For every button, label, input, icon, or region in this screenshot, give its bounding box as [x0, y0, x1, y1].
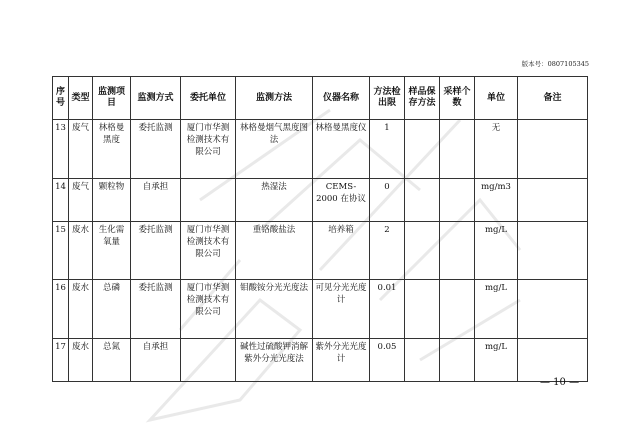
- header-item: 监测项目: [93, 77, 131, 120]
- header-instrument: 仪器名称: [313, 77, 370, 120]
- cell-preserve: [405, 339, 440, 382]
- cell-method: 热湿法: [236, 179, 313, 222]
- page-number: — 10 —: [540, 377, 580, 388]
- cell-instrument: 可见分光光度计: [313, 280, 370, 339]
- header-seq: 序号: [53, 77, 69, 120]
- cell-unit: mg/L: [475, 280, 518, 339]
- cell-type: 废气: [69, 179, 93, 222]
- cell-limit: 2: [370, 222, 405, 280]
- cell-item: 林格曼黑度: [93, 120, 131, 179]
- cell-item: 生化需氧量: [93, 222, 131, 280]
- header-unit: 单位: [475, 77, 518, 120]
- cell-method: 碱性过硫酸钾消解紫外分光光度法: [236, 339, 313, 382]
- cell-seq: 17: [53, 339, 69, 382]
- table-row: [53, 179, 588, 222]
- cell-type: 废水: [69, 339, 93, 382]
- cell-preserve: [405, 120, 440, 179]
- cell-samples: [440, 179, 475, 222]
- cell-remark: [518, 179, 588, 222]
- cell-unit: 无: [475, 120, 518, 179]
- monitoring-table: [52, 76, 588, 382]
- cell-mode: 自承担: [131, 339, 181, 382]
- cell-preserve: [405, 222, 440, 280]
- cell-remark: [518, 280, 588, 339]
- cell-samples: [440, 120, 475, 179]
- cell-instrument: 紫外分光光度计: [313, 339, 370, 382]
- cell-type: 废水: [69, 222, 93, 280]
- header-type: 类型: [69, 77, 93, 120]
- cell-seq: 15: [53, 222, 69, 280]
- header-agency: 委托单位: [181, 77, 236, 120]
- cell-item: 颗粒物: [93, 179, 131, 222]
- cell-type: 废气: [69, 120, 93, 179]
- header-samples: 采样个数: [440, 77, 475, 120]
- header-preserve: 样品保存方法: [405, 77, 440, 120]
- cell-samples: [440, 339, 475, 382]
- cell-method: 林格曼烟气黑度图法: [236, 120, 313, 179]
- table-row: [53, 222, 588, 280]
- cell-remark: [518, 120, 588, 179]
- cell-mode: 自承担: [131, 179, 181, 222]
- cell-item: 总磷: [93, 280, 131, 339]
- cell-remark: [518, 222, 588, 280]
- cell-limit: 0.05: [370, 339, 405, 382]
- cell-mode: 委托监测: [131, 280, 181, 339]
- cell-agency: [181, 179, 236, 222]
- cell-unit: mg/m3: [475, 179, 518, 222]
- header-method: 监测方法: [236, 77, 313, 120]
- table-header-row: [53, 77, 588, 120]
- header-remark: 备注: [518, 77, 588, 120]
- cell-limit: 1: [370, 120, 405, 179]
- header-limit: 方法检出限: [370, 77, 405, 120]
- version-number: 版本号：0807105345: [521, 60, 589, 68]
- cell-agency: [181, 339, 236, 382]
- cell-agency: 厦门市华测检测技术有限公司: [181, 120, 236, 179]
- cell-limit: 0.01: [370, 280, 405, 339]
- cell-preserve: [405, 280, 440, 339]
- cell-agency: 厦门市华测检测技术有限公司: [181, 222, 236, 280]
- cell-remark: [518, 339, 588, 382]
- cell-type: 废水: [69, 280, 93, 339]
- cell-mode: 委托监测: [131, 120, 181, 179]
- cell-samples: [440, 280, 475, 339]
- table-row: [53, 280, 588, 339]
- cell-preserve: [405, 179, 440, 222]
- cell-instrument: CEMS-2000 在协议: [313, 179, 370, 222]
- cell-method: 钼酸铵分光光度法: [236, 280, 313, 339]
- cell-seq: 16: [53, 280, 69, 339]
- cell-mode: 委托监测: [131, 222, 181, 280]
- table-row: [53, 339, 588, 382]
- header-mode: 监测方式: [131, 77, 181, 120]
- cell-unit: mg/L: [475, 222, 518, 280]
- cell-seq: 13: [53, 120, 69, 179]
- cell-limit: 0: [370, 179, 405, 222]
- cell-instrument: 培养箱: [313, 222, 370, 280]
- cell-unit: mg/L: [475, 339, 518, 382]
- cell-method: 重铬酸盐法: [236, 222, 313, 280]
- cell-samples: [440, 222, 475, 280]
- cell-item: 总氮: [93, 339, 131, 382]
- table-row: [53, 120, 588, 179]
- cell-agency: 厦门市华测检测技术有限公司: [181, 280, 236, 339]
- cell-seq: 14: [53, 179, 69, 222]
- cell-instrument: 林格曼黑度仪: [313, 120, 370, 179]
